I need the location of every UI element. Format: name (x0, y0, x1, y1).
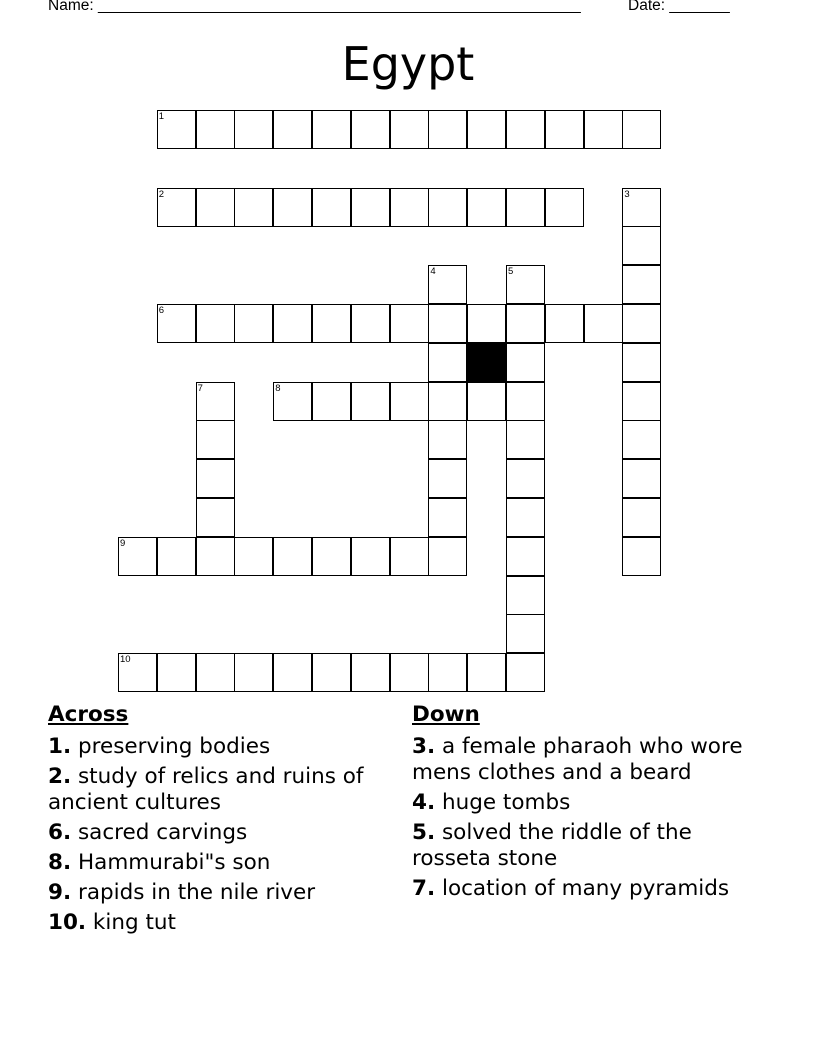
down-clue (412, 876, 752, 902)
grid-cell[interactable] (234, 110, 273, 149)
clue-number: 7 (197, 382, 203, 394)
grid-cell[interactable] (506, 188, 545, 227)
grid-cell[interactable] (234, 653, 273, 692)
grid-cell[interactable] (312, 382, 351, 421)
date-field[interactable]: Date: _______ (628, 0, 730, 14)
grid-cell[interactable] (622, 420, 661, 459)
clue-number-label: 4. (412, 790, 436, 815)
grid-cell[interactable] (467, 653, 506, 692)
grid-cell[interactable] (234, 537, 273, 576)
clue-number: 4 (430, 266, 436, 278)
grid-cell[interactable] (506, 614, 545, 653)
clue-text: location of many pyramids (435, 876, 730, 901)
across-clue (48, 820, 388, 846)
grid-cell[interactable] (351, 382, 390, 421)
grid-cell[interactable] (157, 110, 196, 149)
grid-cell[interactable] (273, 382, 312, 421)
grid-cell[interactable] (428, 420, 467, 459)
grid-cell[interactable] (506, 537, 545, 576)
across-clues (48, 702, 388, 940)
down-clues (412, 702, 752, 906)
across-clue (48, 910, 388, 936)
clue-number-label: 6. (48, 820, 72, 845)
grid-cell[interactable] (196, 537, 235, 576)
grid-cell[interactable] (506, 110, 545, 149)
grid-cell[interactable] (234, 188, 273, 227)
grid-cell[interactable] (351, 537, 390, 576)
name-field[interactable]: Name: ________________________________________________________ (48, 0, 581, 14)
grid-cell[interactable] (428, 382, 467, 421)
clue-number-label: 3. (412, 734, 436, 759)
grid-cell[interactable] (312, 537, 351, 576)
grid-cell[interactable] (196, 304, 235, 343)
clue-number: 10 (120, 654, 131, 666)
grid-cell[interactable] (351, 110, 390, 149)
grid-cell[interactable] (196, 459, 235, 498)
clue-number: 9 (120, 537, 126, 549)
grid-cell[interactable] (584, 110, 623, 149)
grid-cell[interactable] (312, 188, 351, 227)
grid-cell[interactable] (506, 459, 545, 498)
grid-cell[interactable] (622, 343, 661, 382)
clue-text: rapids in the nile river (71, 880, 316, 905)
grid-cell[interactable] (622, 382, 661, 421)
clue-text: a female pharaoh who wore mens clothes and a beard (412, 734, 743, 785)
grid-cell[interactable] (157, 653, 196, 692)
grid-cell[interactable] (157, 188, 196, 227)
across-heading: Across (48, 702, 129, 727)
grid-cell[interactable] (467, 304, 506, 343)
grid-cell[interactable] (622, 226, 661, 265)
grid-cell[interactable] (428, 498, 467, 537)
grid-cell[interactable] (390, 537, 429, 576)
clue-number-label: 5. (412, 820, 436, 845)
grid-cell[interactable] (622, 188, 661, 227)
clue-text: study of relics and ruins of ancient cultures (48, 764, 364, 815)
clue-text: Hammurabi"s son (71, 850, 271, 875)
clue-number: 2 (158, 188, 165, 200)
grid-cell[interactable] (157, 537, 196, 576)
grid-cell[interactable] (273, 653, 312, 692)
grid-cell[interactable] (390, 110, 429, 149)
grid-cell[interactable] (273, 304, 312, 343)
grid-cell[interactable] (312, 304, 351, 343)
grid-cell[interactable] (312, 110, 351, 149)
grid-cell[interactable] (506, 304, 545, 343)
grid-cell[interactable] (506, 420, 545, 459)
grid-cell[interactable] (467, 110, 506, 149)
grid-cell[interactable] (506, 382, 545, 421)
grid-cell[interactable] (428, 459, 467, 498)
grid-cell[interactable] (584, 304, 623, 343)
across-clue (48, 850, 388, 876)
grid-cell[interactable] (118, 653, 157, 692)
clue-number-label: 9. (48, 880, 72, 905)
across-clue (48, 764, 388, 816)
clue-number-label: 10. (48, 910, 87, 935)
grid-cell[interactable] (506, 265, 545, 304)
grid-cell[interactable] (428, 265, 467, 304)
grid-cell[interactable] (157, 304, 196, 343)
clue-number-label: 1. (48, 734, 72, 759)
grid-cell[interactable] (467, 382, 506, 421)
grid-cell[interactable] (506, 576, 545, 615)
clue-number: 5 (508, 266, 514, 278)
grid-cell[interactable] (196, 188, 235, 227)
grid-cell[interactable] (273, 537, 312, 576)
clue-text: king tut (86, 910, 176, 935)
grid-cell[interactable] (506, 498, 545, 537)
grid-cell[interactable] (506, 653, 545, 692)
grid-cell[interactable] (622, 459, 661, 498)
grid-cell[interactable] (390, 188, 429, 227)
grid-cell[interactable] (273, 110, 312, 149)
clue-number: 8 (275, 382, 281, 394)
grid-cell[interactable] (428, 537, 467, 576)
grid-cell[interactable] (312, 653, 351, 692)
grid-cell[interactable] (428, 110, 467, 149)
clue-text: sacred carvings (71, 820, 248, 845)
grid-cell[interactable] (622, 110, 661, 149)
grid-cell[interactable] (390, 304, 429, 343)
grid-cell[interactable] (506, 343, 545, 382)
clue-number: 3 (624, 188, 630, 200)
grid-cell[interactable] (428, 188, 467, 227)
grid-cell[interactable] (118, 537, 157, 576)
grid-cell[interactable] (196, 382, 235, 421)
clue-number-label: 2. (48, 764, 72, 789)
clue-text: solved the riddle of the rosseta stone (412, 820, 692, 871)
grid-cell[interactable] (234, 304, 273, 343)
grid-cell[interactable] (196, 420, 235, 459)
page-title: Egypt (341, 37, 475, 91)
grid-cell[interactable] (351, 653, 390, 692)
grid-cell[interactable] (428, 304, 467, 343)
grid-cell[interactable] (196, 110, 235, 149)
grid-cell[interactable] (351, 304, 390, 343)
grid-cell[interactable] (351, 188, 390, 227)
clue-text: preserving bodies (71, 734, 271, 759)
grid-cell[interactable] (196, 653, 235, 692)
grid-cell[interactable] (545, 304, 584, 343)
black-cell (467, 343, 506, 382)
grid-cell[interactable] (428, 653, 467, 692)
down-clue (412, 790, 752, 816)
down-heading: Down (412, 702, 480, 727)
across-clue (48, 734, 388, 760)
down-clue (412, 734, 752, 786)
grid-cell[interactable] (390, 653, 429, 692)
grid-cell[interactable] (467, 188, 506, 227)
clue-number: 6 (158, 305, 165, 316)
grid-cell[interactable] (622, 537, 661, 576)
grid-cell[interactable] (545, 188, 584, 227)
grid-cell[interactable] (428, 343, 467, 382)
clue-number: 1 (158, 111, 165, 122)
grid-cell[interactable] (390, 382, 429, 421)
grid-cell[interactable] (545, 110, 584, 149)
clue-number-label: 7. (412, 876, 436, 901)
grid-cell[interactable] (622, 265, 661, 304)
grid-cell[interactable] (622, 498, 661, 537)
clue-number-label: 8. (48, 850, 72, 875)
grid-cell[interactable] (622, 304, 661, 343)
across-clue (48, 880, 388, 906)
grid-cell[interactable] (196, 498, 235, 537)
down-clue (412, 820, 752, 872)
grid-cell[interactable] (273, 188, 312, 227)
clue-text: huge tombs (435, 790, 571, 815)
